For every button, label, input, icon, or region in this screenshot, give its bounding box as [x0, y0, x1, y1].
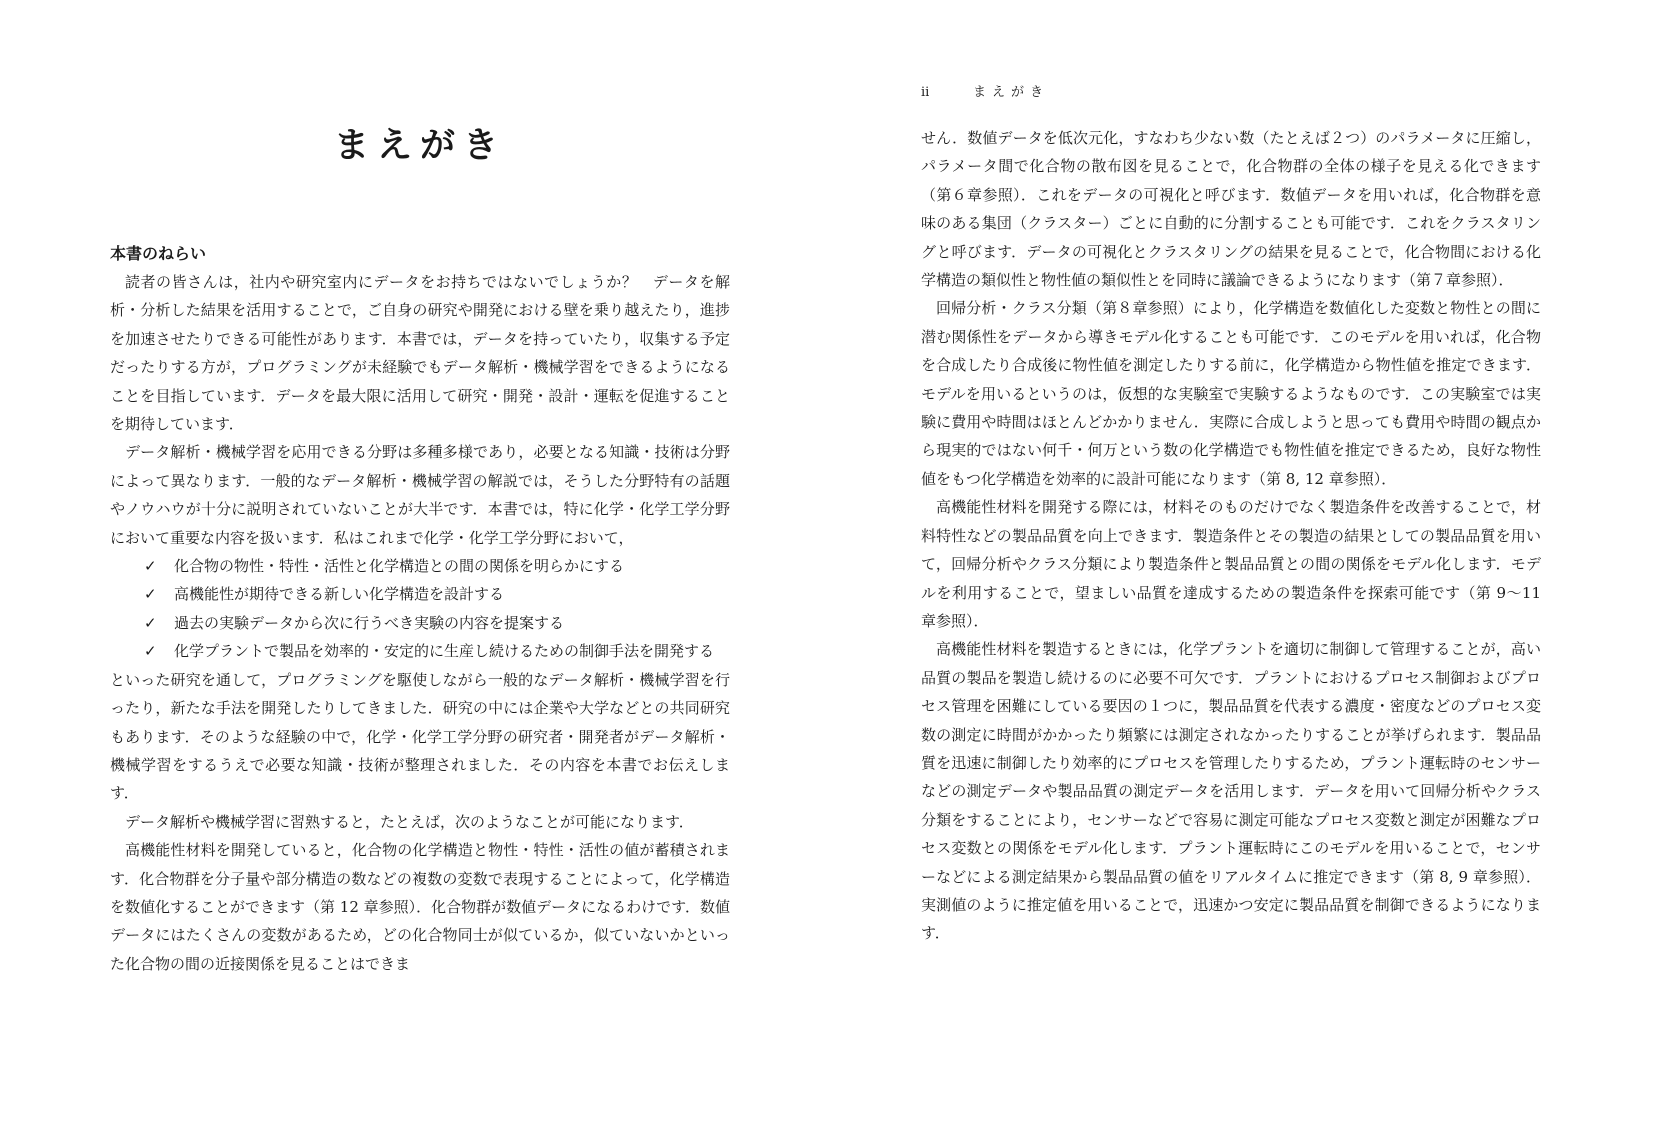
paragraph: せん．数値データを低次元化，すなわち少ない数（たとえば２つ）のパラメータに圧縮し，パラメータ間で化合物の散布図を見ることで，化合物群の全体の様子を見える化できます（第６章参照）．これをデータの可視化と呼びます．数値データを用いれば，化合物群を意味のある集団（クラスター）ごとに自動的に分割することも可能です．これをクラスタリングと呼びます．データの可視化とクラスタリングの結果を見ることで，化合物間における化学構造の類似性と物性値の類似性とを同時に議論できるようになります（第７章参照）． [921, 129, 1541, 290]
page-number: ii [921, 85, 930, 100]
left-body-text [110, 268, 730, 978]
list-item [144, 580, 730, 608]
paragraph: データ解析や機械学習に習熟すると，たとえば，次のようなことが可能になります． [125, 812, 694, 831]
list-item [144, 609, 730, 637]
list-item-text: 化学プラントで製品を効率的・安定的に生産し続けるための制御手法を開発する [174, 642, 715, 661]
paragraph: 回帰分析・クラス分類（第８章参照）により，化学構造を数値化した変数と物性との間に潜む関係性をデータから導きモデル化することも可能です．このモデルを用いれば，化合物を合成したり合成後に物性値を測定したりする前に，化学構造から物性値を推定できます．モデルを用いるというのは，仮想的な実験室で実験するようなものです．この実験室では実験に費用や時間はほとんどかかりません．実際に合成しようと思っても費用や時間の観点から現実的ではない何千・何万という数の化学構造でも物性値を推定できるため，良好な物性値をもつ化学構造を効率的に設計可能になります（第 8, 12 章参照）． [921, 299, 1541, 488]
paragraph: 高機能性材料を開発する際には，材料そのものだけでなく製造条件を改善することで，材料特性などの製品品質を向上できます．製造条件とその製造の結果としての製品品質を用いて，回帰分析やクラス分類により製造条件と製品品質との間の関係をモデル化します．モデルを利用することで，望ましい品質を達成するための製造条件を探索可能です（第 9～11 章参照）． [921, 498, 1541, 630]
check-icon: ✓ [144, 557, 157, 576]
check-icon: ✓ [144, 585, 157, 604]
check-icon: ✓ [144, 613, 157, 632]
paragraph: 高機能性材料を開発していると，化合物の化学構造と物性・特性・活性の値が蓄積されます．化合物群を分子量や部分構造の数などの複数の変数で表現することによって，化学構造を数値化することができます（第 12 章参照）．化合物群が数値データになるわけです．数値データにはたくさんの変数があるため，どの化合物同士が似ているか，似ていないかといった化合物の間の近接関係を見ることはできま [110, 841, 730, 973]
running-head [921, 84, 1049, 102]
list-item-text: 化合物の物性・特性・活性と化学構造との間の関係を明らかにする [174, 557, 625, 576]
list-item [144, 552, 730, 580]
running-title: まえがき [973, 85, 1050, 100]
section-heading: 本書のねらい [110, 244, 207, 263]
paragraph: といった研究を通して，プログラミングを駆使しながら一般的なデータ解析・機械学習を行ったり，新たな手法を開発したりしてきました．研究の中には企業や大学などとの共同研究もあります．そのような経験の中で，化学・化学工学分野の研究者・開発者がデータ解析・機械学習をするうえで必要な知識・技術が整理されました．その内容を本書でお伝えします． [110, 670, 730, 803]
checklist [110, 552, 730, 666]
paragraph: 読者の皆さんは，社内や研究室内にデータをお持ちではないでしょうか？ データを解析・分析した結果を活用することで，ご自身の研究や開発における壁を乗り越えたり，進捗を加速させたりできる可能性があります．本書では，データを持っていたり，収集する予定だったりする方が，プログラミングが未経験でもデータ解析・機械学習をできるようになることを目指しています．データを最大限に活用して研究・開発・設計・運転を促進することを期待しています． [110, 273, 730, 434]
page-title: まえがき [333, 126, 506, 166]
right-body-text [921, 124, 1541, 948]
list-item-text: 高機能性が期待できる新しい化学構造を設計する [174, 585, 505, 604]
paragraph: 高機能性材料を製造するときには，化学プラントを適切に制御して管理することが，高い品質の製品を製造し続けるのに必要不可欠です．プラントにおけるプロセス制御およびプロセス管理を困難にしている要因の１つに，製品品質を代表する濃度・密度などのプロセス変数の測定に時間がかかったり頻繁には測定されなかったりすることが挙げられます．製品品質を迅速に制御したり効率的にプロセスを管理したりするため，プラント運転時のセンサーなどの測定データや製品品質の測定データを活用します．データを用いて回帰分析やクラス分類をすることにより，センサーなどで容易に測定可能なプロセス変数と測定が困難なプロセス変数との関係をモデル化します．プラント運転時にこのモデルを用いることで，センサーなどによる測定結果から製品品質の値をリアルタイムに推定できます（第 8, 9 章参照）．実測値のように推定値を用いることで，迅速かつ安定に製品品質を制御できるようになります． [921, 640, 1541, 943]
right-page [829, 0, 1658, 1136]
check-icon: ✓ [144, 642, 157, 661]
paragraph: データ解析・機械学習を応用できる分野は多種多様であり，必要となる知識・技術は分野によって異なります．一般的なデータ解析・機械学習の解説では，そうした分野特有の話題やノウハウが十分に説明されていないことが大半です．本書では，特に化学・化学工学分野において重要な内容を扱います．私はこれまで化学・化学工学分野において， [110, 443, 730, 547]
list-item [144, 637, 730, 665]
list-item-text: 過去の実験データから次に行うべき実験の内容を提案する [174, 613, 565, 632]
